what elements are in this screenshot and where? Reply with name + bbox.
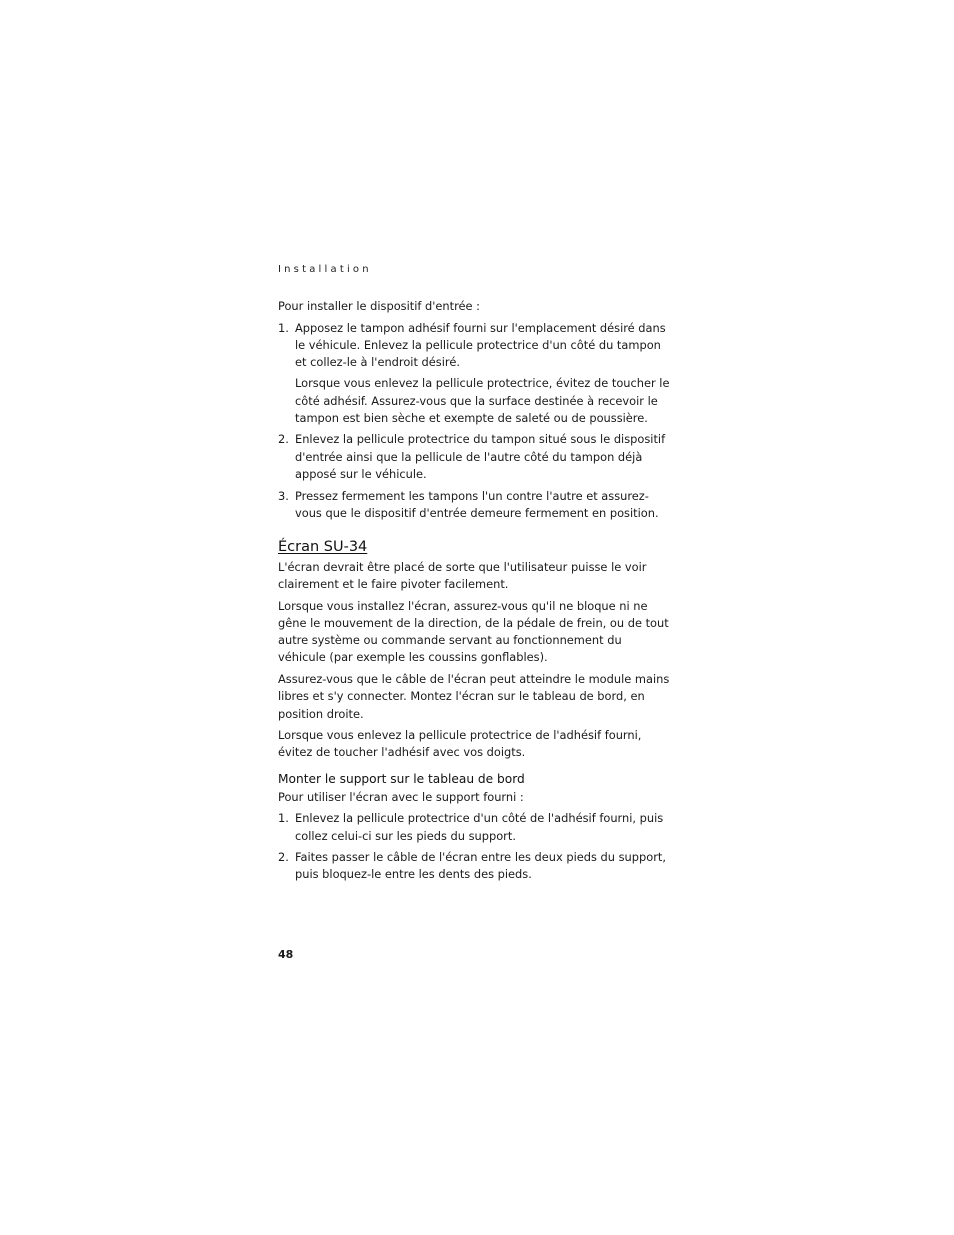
page-number: 48 [278,948,294,961]
list-item [278,431,670,483]
subsection-intro: Pour utiliser l'écran avec le support fourni : [278,789,524,804]
step-text: Pressez fermement les tampons l'un contre l'autre et assurez-vous que le dispositif d'entrée demeure fermement en position. [295,488,659,520]
list-item [278,849,670,883]
intro-paragraph: Pour installer le dispositif d'entrée : [278,299,481,313]
mount-steps [278,810,670,883]
step-number: 2. [278,432,289,447]
step-number: 1. [278,320,289,335]
section-paragraph: Lorsque vous installez l'écran, assurez-vous qu'il ne bloque ni ne gêne le mouvement de la direction, de la pédale de frein, ou de tout autre système ou commande servant au fonctionnement du véhicule (par exemple les coussins gonflables). [278,598,669,665]
step-note: Lorsque vous enlevez la pellicule protectrice, évitez de toucher le côté adhésif. Assurez-vous que la surface destinée à recevoir le tampon est bien sèche et exempte de saleté ou de poussière. [295,376,670,425]
running-head: Installation [278,264,372,275]
step-number: 3. [278,488,289,503]
section-paragraph: Assurez-vous que le câble de l'écran peut atteindre le module mains libres et s'y connecter. Montez l'écran sur le tableau de bord, en position droite. [278,672,670,721]
step-text: Apposez le tampon adhésif fourni sur l'emplacement désiré dans le véhicule. Enlevez la pellicule protectrice d'un côté du tampon et collez-le à l'endroit désiré. [295,320,666,370]
input-device-steps [278,320,670,522]
list-item [278,488,670,522]
subsection-title: Monter le support sur le tableau de bord [278,771,525,786]
step-number: 2. [278,850,289,865]
list-item [278,320,670,427]
section-title: Écran SU-34 [278,538,368,555]
list-item [278,810,670,844]
section-paragraph: Lorsque vous enlevez la pellicule protectrice de l'adhésif fourni, évitez de toucher l'adhésif avec vos doigts. [278,728,642,760]
step-text: Enlevez la pellicule protectrice du tampon situé sous le dispositif d'entrée ainsi que la pellicule de l'autre côté du tampon déjà apposé sur le véhicule. [295,432,666,481]
step-text: Enlevez la pellicule protectrice d'un côté de l'adhésif fourni, puis collez celui-ci sur les pieds du support. [295,811,664,843]
step-number: 1. [278,811,289,826]
section-paragraph: L'écran devrait être placé de sorte que l'utilisateur puisse le voir clairement et le faire pivoter facilement. [278,559,647,592]
page-content [278,298,670,888]
step-text: Faites passer le câble de l'écran entre les deux pieds du support, puis bloquez-le entre les dents des pieds. [295,850,666,882]
